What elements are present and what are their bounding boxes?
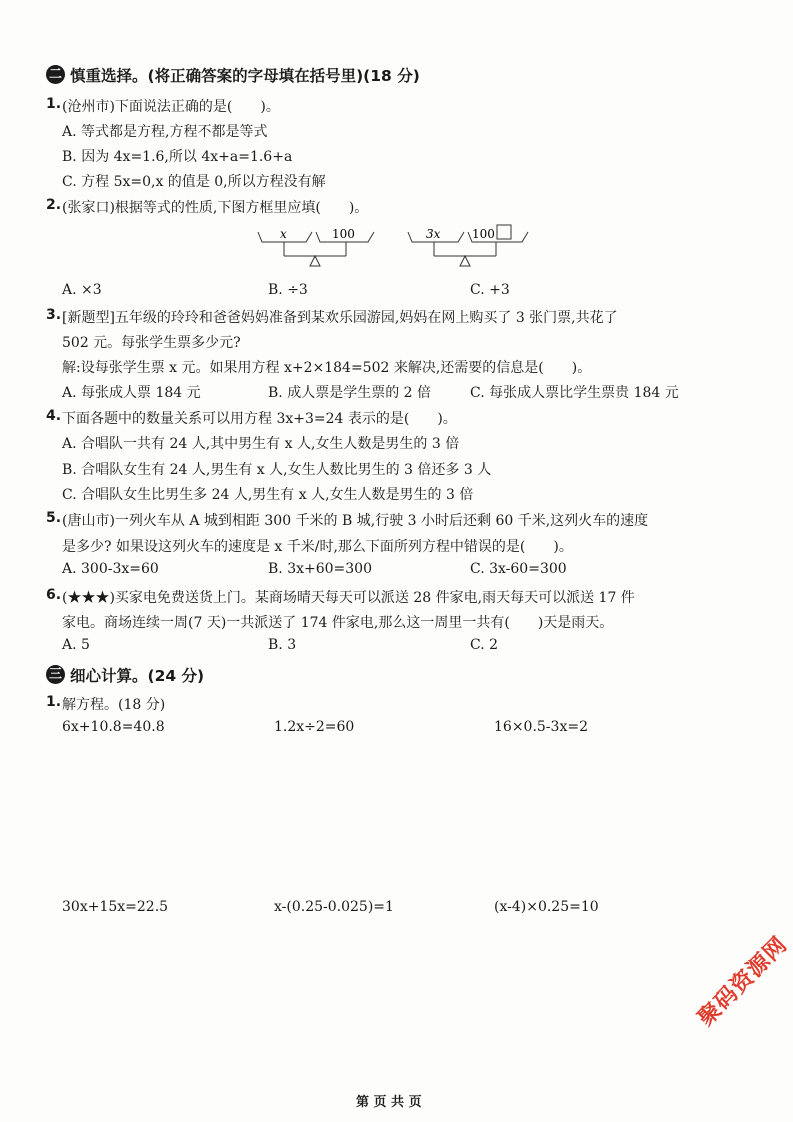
option-b: B. 成人票是学生票的 2 倍 — [268, 385, 431, 401]
option-a: A. 每张成人票 184 元 — [62, 385, 201, 401]
option-a: A. 5 — [62, 637, 90, 653]
section-badge: 二 — [46, 65, 65, 84]
question-stem-line2: 家电。商场连续一周(7 天)一共派送了 174 件家电,那么这一周里一共有( )天是雨天。 — [62, 615, 614, 631]
option-c: C. 3x-60=300 — [470, 561, 567, 577]
balance-scale-2 — [408, 225, 528, 266]
question-stem: [新题型]五年级的玲玲和爸爸妈妈准备到某欢乐园游园,妈妈在网上购买了 3 张门票,共花了 — [62, 310, 618, 326]
question-stem-line2: 是多少? 如果设这列火车的速度是 x 千米/时,那么下面所列方程中错误的是( )。 — [62, 539, 573, 555]
scale-1-right-label: 100 — [332, 227, 355, 241]
equation: 30x+15x=22.5 — [62, 899, 169, 915]
option-a: A. 合唱队一共有 24 人,其中男生有 x 人,女生人数是男生的 3 倍 — [62, 436, 460, 452]
answer-box — [497, 225, 511, 239]
option-c: C. +3 — [470, 282, 510, 298]
sub-question-title: 解方程。(18 分) — [62, 697, 166, 713]
option-a: A. 300-3x=60 — [62, 561, 159, 577]
question-number: 2. — [46, 197, 62, 213]
option-b: B. 因为 4x=1.6,所以 4x+a=1.6+a — [62, 149, 293, 165]
option-c: C. 方程 5x=0,x 的值是 0,所以方程没有解 — [62, 174, 326, 190]
question-number: 5. — [46, 510, 62, 526]
question-number: 6. — [46, 587, 62, 603]
balance-scale-1 — [258, 227, 374, 266]
watermark: 聚码资源网 — [693, 932, 793, 1032]
equation: 16×0.5-3x=2 — [494, 719, 588, 735]
question-stem: (★★★)买家电免费送货上门。某商场晴天每天可以派送 28 件家电,雨天每天可以派送 17 件 — [62, 590, 635, 606]
question-stem: 下面各题中的数量关系可以用方程 3x+3=24 表示的是( )。 — [62, 411, 457, 427]
section-title: 细心计算。(24 分) — [70, 667, 205, 685]
page-footer: 第 页 共 页 — [356, 1095, 422, 1110]
question-stem: (唐山市)一列火车从 A 城到相距 300 千米的 B 城,行驶 3 小时后还剩 60 千米,这列火车的速度 — [62, 513, 649, 529]
question-number: 4. — [46, 408, 62, 424]
sub-question-number: 1. — [46, 694, 62, 710]
equation: x-(0.25-0.025)=1 — [274, 899, 394, 915]
option-b: B. 3x+60=300 — [268, 561, 372, 577]
option-b: B. 合唱队女生有 24 人,男生有 x 人,女生人数比男生的 3 倍还多 3 人 — [62, 462, 492, 478]
question-stem: (张家口)根据等式的性质,下图方框里应填( )。 — [62, 200, 369, 216]
equation: (x-4)×0.25=10 — [494, 899, 599, 915]
balance-scales-diagram — [250, 222, 540, 272]
question-stem-line3: 解:设每张学生票 x 元。如果用方程 x+2×184=502 来解决,还需要的信息是( )。 — [62, 360, 592, 376]
option-b: B. 3 — [268, 637, 297, 653]
equation: 6x+10.8=40.8 — [62, 719, 165, 735]
section-badge: 三 — [46, 665, 65, 684]
question-number: 3. — [46, 307, 62, 323]
option-c: C. 每张成人票比学生票贵 184 元 — [470, 385, 679, 401]
option-b: B. ÷3 — [268, 282, 308, 298]
question-stem: (沧州市)下面说法正确的是( )。 — [62, 99, 280, 115]
scale-1-left-label: x — [280, 227, 287, 241]
option-a: A. 等式都是方程,方程不都是等式 — [62, 124, 268, 140]
question-number: 1. — [46, 96, 62, 112]
option-a: A. ×3 — [62, 282, 102, 298]
option-c: C. 2 — [470, 637, 499, 653]
scale-2-left-label: 3x — [426, 227, 441, 241]
scale-2-right-label: 100 — [472, 227, 495, 241]
question-stem-line2: 502 元。每张学生票多少元? — [62, 335, 241, 351]
section-title: 慎重选择。(将正确答案的字母填在括号里)(18 分) — [70, 67, 420, 85]
option-c: C. 合唱队女生比男生多 24 人,男生有 x 人,女生人数是男生的 3 倍 — [62, 487, 474, 503]
equation: 1.2x÷2=60 — [274, 719, 355, 735]
